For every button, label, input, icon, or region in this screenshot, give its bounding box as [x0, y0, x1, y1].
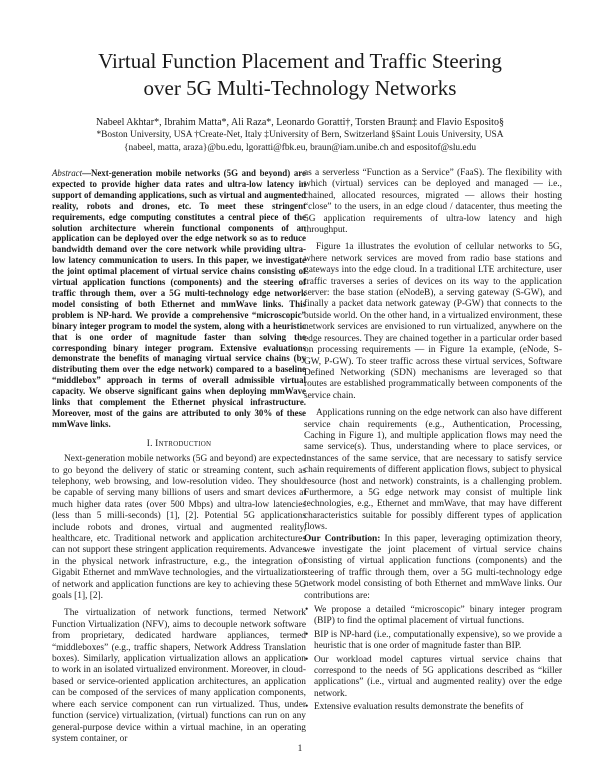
contribution-heading: Our Contribution:	[304, 533, 381, 544]
title-line-1: Virtual Function Placement and Traffic Steering	[98, 49, 502, 73]
paper-title	[40, 48, 560, 102]
intro-paragraph-4: Figure 1a illustrates the evolution of cellular networks to 5G, where network services are moved from radio base stations and gateways into the edge cloud. In a traditional LTE architecture, user traffic traverses a series of devices on its way to the application server: the base station (eNodeB), a serving gateway (S-GW), and finally a packet data network gateway (P-GW) that connects to the outside world. On the other hand, in a virtualized environment, these network services are envisioned to run virtualized, anywhere on the edge resources. They are chained together in a particular order based on processing requirements — in Figure 1a example, (eNode, S-GW, P-GW). To steer traffic across these virtual services, Software Defined Networking (SDN) mechanisms are leveraged so that routes are established programmatically between components of the service chain.	[304, 242, 563, 401]
page-number: 1	[297, 744, 303, 754]
section-number: I.	[146, 438, 156, 449]
affiliations: *Boston University, USA †Create-Net, Italy ‡University of Bern, Switzerland §Saint Louis University, USA	[96, 130, 504, 140]
list-item: • Our workload model captures virtual service chains that correspond to the needs of 5G applications described as “killer applications” (i.e., virtual and augmented reality) over the edge network.	[314, 655, 562, 701]
list-item: • We propose a detailed “microscopic” binary integer program (BIP) to find the optimal placement of virtual functions.	[314, 605, 562, 628]
intro-paragraph-3: as a serverless “Function as a Service” (FaaS). The flexibility with which (virtual) services can be deployed and managed — i.e., chained, allocated resources, migrated — allows their hosting “close” to the users, in an edge cloud / datacenter, thus meeting the 5G application requirements of ultra-low latency and high throughput.	[304, 168, 562, 236]
section-title: Introduction	[155, 438, 212, 449]
intro-paragraph-5: Applications running on the edge network can also have different service chain requirements (e.g., Authentication, Processing, Caching in Figure 1), and multiple application flows may need the same service(s). Thus, understanding where to place services, or instances of the same service, that are necessary to satisfy service chain requirements of different application flows, subject to physical resource (host and network) constraints, is a challenging problem. Furthermore, a 5G edge network may consist of multiple link technologies, e.g., Ethernet and mmWave, that may have different characteristics suitable for possibly different types of application flows.	[304, 408, 562, 533]
section-heading-introduction	[52, 439, 306, 450]
list-item: • BIP is NP-hard (i.e., computationally expensive), so we provide a heuristic that is one order of magnitude faster than BIP.	[314, 630, 562, 653]
author-list: Nabeel Akhtar*, Ibrahim Matta*, Ali Raza*, Leonardo Goratti†, Torsten Braun‡ and Flavio Esposito§	[96, 117, 504, 128]
abstract-label: Abstract	[52, 168, 83, 178]
contribution-list	[304, 605, 562, 714]
right-column	[304, 168, 562, 716]
author-emails: {nabeel, matta, araza}@bu.edu, lgoratti@fbk.eu, braun@iam.unibe.ch and espositof@slu.edu	[123, 143, 477, 153]
abstract	[52, 168, 306, 430]
title-line-2: over 5G Multi-Technology Networks	[143, 76, 457, 100]
abstract-text: —Next-generation mobile networks (5G and beyond) are expected to provide higher data rates and ultra-low latency in support of demanding applications, such as virtual and augmented reality, robots and drones, etc. To meet these stringent requirements, edge computing constitutes a central piece of the solution architecture wherein functional components of an application can be deployed over the edge network so as to reduce bandwidth demand over the core network while providing ultra-low latency communication to users. In this paper, we investigate the joint optimal placement of virtual service chains consisting of virtual application functions (components) and the steering of traffic through them, over a 5G multi-technology edge network model consisting of both Ethernet and mmWave links. This problem is NP-hard. We provide a comprehensive “microscopic” binary integer program to model the system, along with a heuristic that is one order of magnitude faster than solving the corresponding binary integer program. Extensive evaluations demonstrate the benefits of managing virtual service chains (by distributing them over the edge network) compared to a baseline “middlebox” approach in terms of overall admissible virtual capacity. We observe significant gains when deploying mmWave links that complement the Ethernet physical infrastructure. Moreover, most of the gains are attributed to only 30% of these mmWave links.	[52, 168, 306, 429]
intro-paragraph-2: The virtualization of network functions, termed Network Function Virtualization (NFV), aims to decouple network software from proprietary, dedicated hardware appliances, termed “middleboxes” (e.g., traffic shapers, Network Address Translation boxes). Similarly, application virtualization allows an application to work in an isolated virtualized environment. Moreover, in cloud-based or service-oriented application architectures, an application can be composed of the services of many application components, where each service component can run virtualized. Thus, under function (service) virtualization, (virtual) functions can run on any general-purpose device within a virtual machine, in an operating system container, or	[52, 608, 306, 744]
contribution-paragraph	[304, 534, 562, 602]
list-item: • Extensive evaluation results demonstrate the benefits of	[314, 702, 562, 713]
left-column	[52, 168, 306, 745]
intro-paragraph-1: Next-generation mobile networks (5G and beyond) are expected to go beyond the delivery of static or streaming content, such as telephony, web browsing, and low-resolution video. They should be capable of serving many billions of users and smart devices at much higher data rates (over 500 Mbps) and ultra-low latencies (less than 5 milli-seconds) [1], [2]. Potential 5G applications include robots and drones, virtual and augmented reality, healthcare, etc. Traditional network and application architectures can not support these stringent application requirements. Advances in the physical network infrastructure, e.g., the integration of Gigabit Ethernet and mmWave technologies, and the virtualization of network and application functions are key to achieving these 5G goals [1], [2].	[52, 454, 306, 602]
contribution-text: In this paper, leveraging optimization theory, we investigate the joint placement of virtual service chains consisting of virtual application functions (components) and the steering of traffic through them, over a 5G multi-technology edge network model consisting of both Ethernet and mmWave links. Our contributions are:	[304, 533, 562, 601]
